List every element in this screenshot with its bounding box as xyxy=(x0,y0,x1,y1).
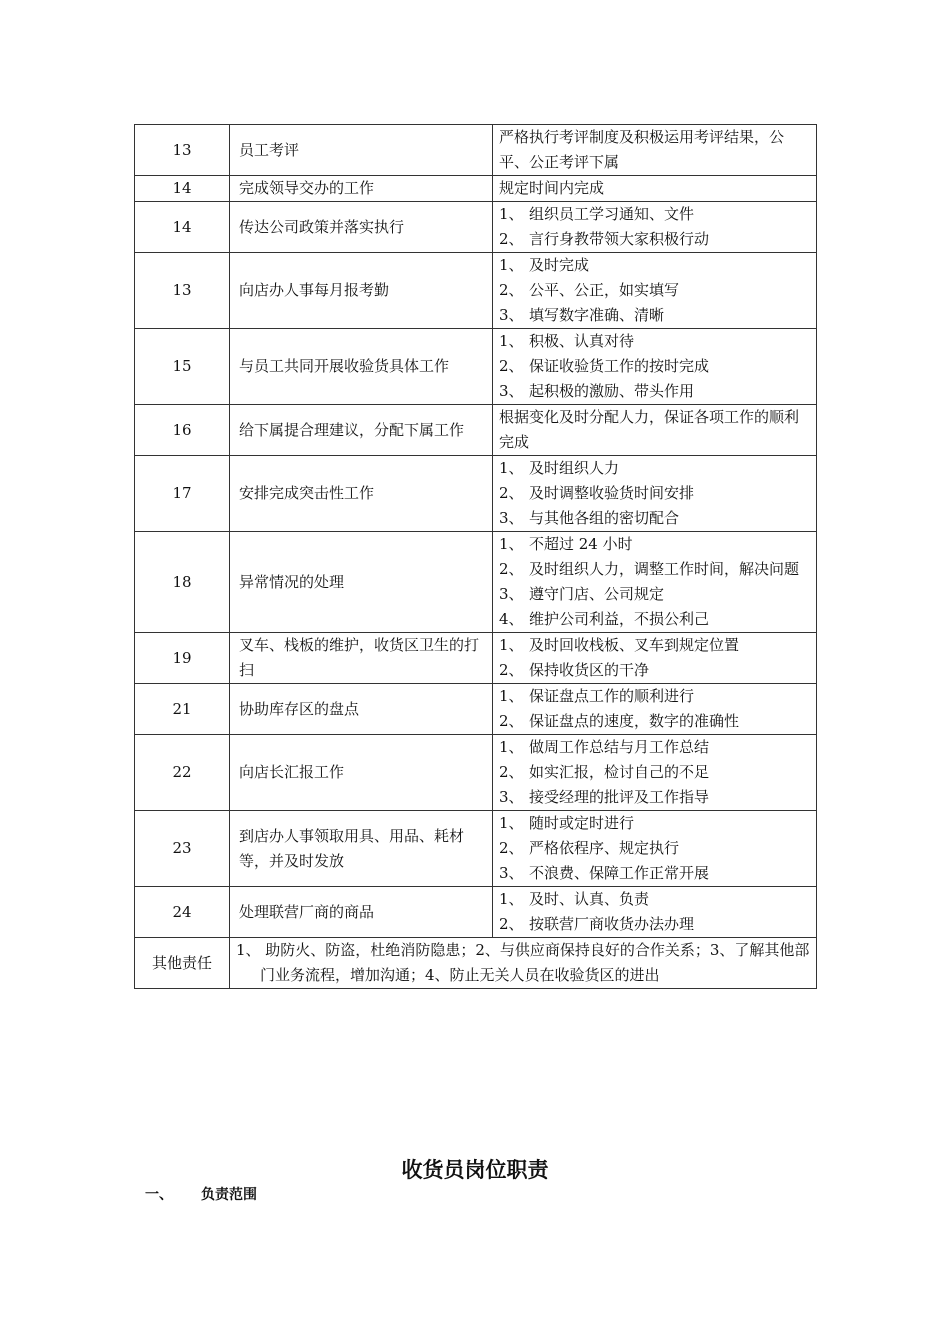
requirement-cell xyxy=(493,633,817,684)
requirement-item xyxy=(499,811,810,836)
requirement-cell xyxy=(493,253,817,329)
item-number: 1、 xyxy=(499,205,524,223)
requirement-item xyxy=(499,735,810,760)
requirement-item xyxy=(499,506,810,531)
requirement-item xyxy=(499,456,810,481)
row-number: 14 xyxy=(135,202,230,253)
table-row xyxy=(135,253,817,329)
requirement-item xyxy=(499,329,810,354)
task-cell: 向店办人事每月报考勤 xyxy=(230,253,493,329)
requirement-cell xyxy=(493,125,817,176)
task-cell: 叉车、栈板的维护，收货区卫生的打扫 xyxy=(230,633,493,684)
requirement-text: 根据变化及时分配人力，保证各项工作的顺利完成 xyxy=(499,408,800,451)
item-text: 不超过 24 小时 xyxy=(529,535,633,553)
item-number: 3、 xyxy=(499,788,524,806)
table-row xyxy=(135,532,817,633)
item-number: 2、 xyxy=(499,484,524,502)
row-number: 13 xyxy=(135,125,230,176)
task-cell: 处理联营厂商的商品 xyxy=(230,887,493,938)
section-label: 负责范围 xyxy=(201,1187,257,1203)
task-cell: 给下属提合理建议，分配下属工作 xyxy=(230,405,493,456)
item-text: 保证盘点的速度，数字的准确性 xyxy=(529,712,740,730)
item-text: 填写数字准确、清晰 xyxy=(529,306,665,324)
item-number: 3、 xyxy=(499,585,524,603)
requirement-item xyxy=(499,303,810,328)
requirement-item xyxy=(499,912,810,937)
row-number: 17 xyxy=(135,456,230,532)
requirement-item xyxy=(499,785,810,810)
item-text: 严格依程序、规定执行 xyxy=(529,839,680,857)
requirement-item xyxy=(499,354,810,379)
responsibility-table xyxy=(134,124,817,989)
requirement-cell xyxy=(493,405,817,456)
item-number: 1、 xyxy=(499,256,524,274)
item-text: 不浪费、保障工作正常开展 xyxy=(529,864,710,882)
row-number: 18 xyxy=(135,532,230,633)
item-number: 1、 xyxy=(499,890,524,908)
item-number: 1、 xyxy=(499,636,524,654)
table-row xyxy=(135,811,817,887)
item-text: 保持收货区的干净 xyxy=(529,661,650,679)
table-row xyxy=(135,202,817,253)
row-number: 15 xyxy=(135,329,230,405)
table-body xyxy=(135,125,817,989)
task-cell: 协助库存区的盘点 xyxy=(230,684,493,735)
item-text: 及时组织人力 xyxy=(529,459,620,477)
row-number: 13 xyxy=(135,253,230,329)
item-number: 3、 xyxy=(499,306,524,324)
table-row xyxy=(135,176,817,202)
item-number: 2、 xyxy=(499,661,524,679)
table-row xyxy=(135,887,817,938)
item-text: 言行身教带领大家积极行动 xyxy=(529,230,710,248)
requirement-cell xyxy=(493,176,817,202)
requirement-item xyxy=(499,633,810,658)
requirement-cell xyxy=(493,202,817,253)
item-text: 如实汇报，检讨自己的不足 xyxy=(529,763,710,781)
requirement-cell xyxy=(493,532,817,633)
item-number: 2、 xyxy=(499,281,524,299)
item-number: 3、 xyxy=(499,864,524,882)
table-row xyxy=(135,405,817,456)
item-number: 1、 xyxy=(499,332,524,350)
task-cell: 员工考评 xyxy=(230,125,493,176)
item-number: 2、 xyxy=(499,357,524,375)
other-text: 1、 助防火、防盗，杜绝消防隐患；2、与供应商保持良好的合作关系；3、了解其他部门业务流程，增加沟通；4、防止无关人员在收验货区的进出 xyxy=(236,941,810,984)
item-number: 1、 xyxy=(499,687,524,705)
item-text: 及时调整收验货时间安排 xyxy=(529,484,695,502)
table-row xyxy=(135,633,817,684)
item-number: 2、 xyxy=(499,560,524,578)
item-text: 与其他各组的密切配合 xyxy=(529,509,680,527)
item-text: 及时完成 xyxy=(529,256,590,274)
item-text: 遵守门店、公司规定 xyxy=(529,585,665,603)
item-text: 维护公司利益，不损公利己 xyxy=(529,610,710,628)
item-text: 按联营厂商收货办法办理 xyxy=(529,915,695,933)
row-number: 19 xyxy=(135,633,230,684)
item-text: 起积极的激励、带头作用 xyxy=(529,382,695,400)
requirement-item xyxy=(499,684,810,709)
task-cell: 与员工共同开展收验货具体工作 xyxy=(230,329,493,405)
item-number: 2、 xyxy=(499,763,524,781)
requirement-cell xyxy=(493,887,817,938)
requirement-item xyxy=(499,532,810,557)
requirement-item xyxy=(499,836,810,861)
item-number: 1、 xyxy=(499,459,524,477)
item-text: 接受经理的批评及工作指导 xyxy=(529,788,710,806)
task-cell: 异常情况的处理 xyxy=(230,532,493,633)
table-row xyxy=(135,329,817,405)
other-label: 其他责任 xyxy=(135,938,230,989)
requirement-cell xyxy=(493,811,817,887)
requirement-item xyxy=(499,861,810,886)
row-number: 16 xyxy=(135,405,230,456)
row-number: 24 xyxy=(135,887,230,938)
item-text: 积极、认真对待 xyxy=(529,332,635,350)
requirement-item xyxy=(499,887,810,912)
item-text: 保证盘点工作的顺利进行 xyxy=(529,687,695,705)
item-number: 2、 xyxy=(499,712,524,730)
requirement-item xyxy=(499,760,810,785)
row-number: 14 xyxy=(135,176,230,202)
task-cell: 安排完成突击性工作 xyxy=(230,456,493,532)
requirement-item xyxy=(499,582,810,607)
task-cell: 完成领导交办的工作 xyxy=(230,176,493,202)
table-row xyxy=(135,735,817,811)
requirement-cell xyxy=(493,329,817,405)
item-number: 1、 xyxy=(499,535,524,553)
item-text: 组织员工学习通知、文件 xyxy=(529,205,695,223)
requirement-item xyxy=(499,607,810,632)
item-number: 4、 xyxy=(499,610,524,628)
requirement-item xyxy=(499,481,810,506)
table-row xyxy=(135,456,817,532)
item-number: 3、 xyxy=(499,509,524,527)
item-number: 1、 xyxy=(499,738,524,756)
item-text: 公平、公正，如实填写 xyxy=(529,281,680,299)
item-number: 3、 xyxy=(499,382,524,400)
task-cell: 传达公司政策并落实执行 xyxy=(230,202,493,253)
table-row xyxy=(135,684,817,735)
item-text: 及时组织人力，调整工作时间，解决问题 xyxy=(529,560,800,578)
requirement-item xyxy=(499,709,810,734)
requirement-item xyxy=(499,253,810,278)
document-title: 收货员岗位职责 xyxy=(401,1157,549,1182)
requirement-text: 规定时间内完成 xyxy=(499,179,605,197)
section-number: 一、 xyxy=(145,1187,173,1203)
table-row xyxy=(135,125,817,176)
task-cell: 到店办人事领取用具、用品、耗材等，并及时发放 xyxy=(230,811,493,887)
item-number: 2、 xyxy=(499,230,524,248)
row-number: 22 xyxy=(135,735,230,811)
requirement-item xyxy=(499,658,810,683)
requirement-text: 严格执行考评制度及积极运用考评结果，公平、公正考评下属 xyxy=(499,128,785,171)
item-number: 1、 xyxy=(499,814,524,832)
section-heading xyxy=(145,1184,257,1204)
item-text: 做周工作总结与月工作总结 xyxy=(529,738,710,756)
task-cell: 向店长汇报工作 xyxy=(230,735,493,811)
item-text: 保证收验货工作的按时完成 xyxy=(529,357,710,375)
requirement-cell xyxy=(493,684,817,735)
other-text-cell xyxy=(230,938,817,989)
requirement-cell xyxy=(493,735,817,811)
requirement-item xyxy=(499,557,810,582)
item-text: 随时或定时进行 xyxy=(529,814,635,832)
other-responsibility-row xyxy=(135,938,817,989)
requirement-item xyxy=(499,379,810,404)
row-number: 23 xyxy=(135,811,230,887)
item-text: 及时回收栈板、叉车到规定位置 xyxy=(529,636,740,654)
requirement-item xyxy=(499,227,810,252)
requirement-item xyxy=(499,202,810,227)
requirement-item xyxy=(499,278,810,303)
item-number: 2、 xyxy=(499,839,524,857)
item-number: 2、 xyxy=(499,915,524,933)
row-number: 21 xyxy=(135,684,230,735)
requirement-cell xyxy=(493,456,817,532)
item-text: 及时、认真、负责 xyxy=(529,890,650,908)
